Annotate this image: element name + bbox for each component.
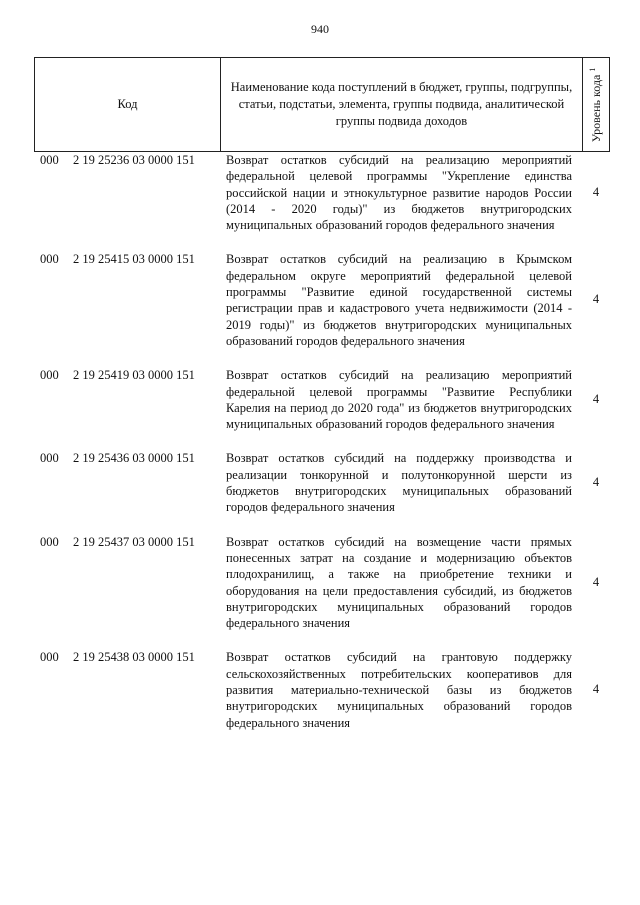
code-level: 4 — [592, 475, 600, 490]
revenue-name-text: Возврат остатков субсидий на реализацию мероприятий федеральной целевой программы "Укрепление единства российской нации и этнокультурное развитие народов России (2014 - 2020 годы)" из бюджетов внутригородских муниципальных образований городов федерального значения — [226, 153, 572, 233]
revenue-name-text: Возврат остатков субсидий на реализацию в Крымском федеральном округе мероприятий федеральной целевой программы "Развитие единой государственной системы регистрации прав и кадастрового учета недвижимости (2014 - 2019 годы)" из бюджетов внутригородских муниципальных образований городов федерального значения — [226, 252, 572, 348]
revenue-name — [226, 450, 572, 515]
revenue-name — [226, 367, 572, 432]
revenue-code: 2 19 25438 03 0000 151 — [73, 650, 195, 665]
page-number: 940 — [311, 22, 329, 36]
admin-code: 000 — [40, 650, 59, 665]
table-row — [0, 251, 640, 349]
revenue-name-text: Возврат остатков субсидий на возмещение части прямых понесенных затрат на создание и модернизацию объектов плодохранилищ, а также на приобретение техники и оборудования на цели предоставления субсидий, из бюджетов внутригородских муниципальных образований городов федерального значения — [226, 534, 572, 631]
table-header — [34, 57, 610, 152]
revenue-name — [226, 152, 572, 233]
revenue-name-text: Возврат остатков субсидий на грантовую поддержку сельскохозяйственных потребительских кооперативов для развития материально-технической базы из бюджетов внутригородских муниципальных образований городов федерального значения — [226, 650, 572, 730]
footnote-marker: 1 — [588, 67, 597, 72]
admin-code: 000 — [40, 368, 59, 383]
header-level — [583, 58, 609, 151]
revenue-code: 2 19 25419 03 0000 151 — [73, 368, 195, 383]
code-level: 4 — [592, 682, 600, 697]
admin-code: 000 — [40, 451, 59, 466]
header-name: Наименование кода поступлений в бюджет, группы, подгруппы, статьи, подстатьи, элемента, группы подвида, аналитической группы подвида доходов — [221, 58, 583, 151]
revenue-name — [226, 649, 572, 730]
revenue-code: 2 19 25236 03 0000 151 — [73, 153, 195, 167]
table-row — [0, 367, 640, 432]
admin-code: 000 — [40, 153, 59, 167]
table-body — [0, 152, 640, 749]
header-code: Код — [35, 58, 221, 151]
code-level: 4 — [592, 392, 600, 407]
revenue-code: 2 19 25437 03 0000 151 — [73, 534, 195, 549]
revenue-code: 2 19 25436 03 0000 151 — [73, 451, 195, 466]
revenue-name — [226, 534, 572, 632]
table-row — [0, 649, 640, 730]
revenue-name-text: Возврат остатков субсидий на поддержку производства и реализации тонкорунной и полутонкорунной шерсти из бюджетов внутригородских муниципальных образований городов федерального значения — [226, 451, 572, 515]
table-row — [0, 534, 640, 632]
code-level: 4 — [592, 185, 600, 199]
admin-code: 000 — [40, 534, 59, 549]
revenue-name-text: Возврат остатков субсидий на реализацию мероприятий федеральной целевой программы "Развитие Республики Карелия на период до 2020 года" из бюджетов внутригородских муниципальных образований городов федерального значения — [226, 368, 572, 432]
table-row — [0, 152, 640, 233]
revenue-name — [226, 251, 572, 349]
revenue-code: 2 19 25415 03 0000 151 — [73, 252, 195, 267]
header-level-label: Уровень кода $^1$ — [588, 67, 603, 142]
admin-code: 000 — [40, 252, 59, 267]
code-level: 4 — [592, 292, 600, 307]
table-row — [0, 450, 640, 515]
code-level: 4 — [592, 574, 600, 589]
